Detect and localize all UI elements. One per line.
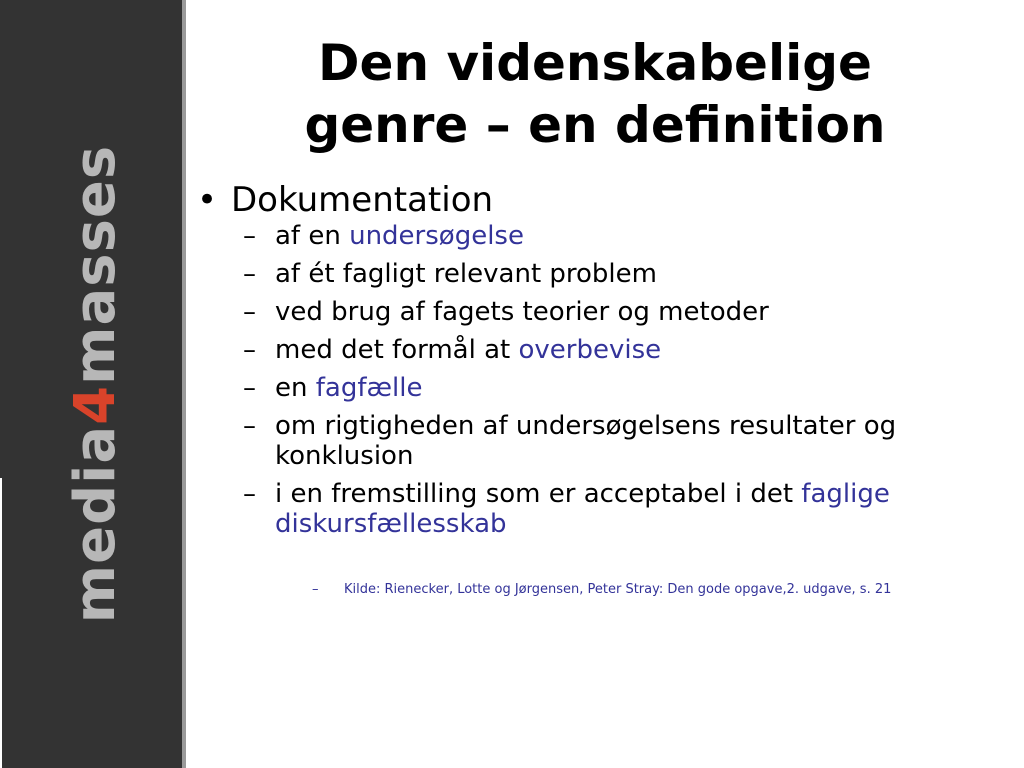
sub-list [195,221,995,539]
sub-item-6 [195,411,995,471]
sub-item-text: af ét fagligt relevant problem [275,259,657,289]
sub-item-highlight: overbevise [518,335,662,365]
sub-item-text: i en fremstilling som er acceptabel i det [275,479,802,509]
sub-item-highlight: faglige diskursfællesskab [275,479,890,539]
sub-item-text: om rigtigheden af undersøgelsens resultater og konklusion [275,411,897,471]
sub-dash: – [243,411,256,441]
sub-item-text: af en [275,221,350,251]
sub-item-4 [195,335,995,365]
sub-item-5 [195,373,995,403]
sub-item-highlight: undersøgelse [349,221,524,251]
logo-text-masses: masses [63,144,128,385]
sub-item-text: ved brug af fagets teorier og metoder [275,297,769,327]
sub-item-1 [195,221,995,251]
title-line-1: Den videnskabelige [318,34,872,92]
title-line-2: genre – en definition [304,96,886,154]
sidebar [0,0,182,768]
bullet-label: Dokumentation [231,180,494,220]
sub-dash: – [243,373,256,403]
sidebar-edge [182,0,186,768]
logo-text-media: media [63,424,128,624]
left-edge-line [0,478,2,768]
sub-dash: – [243,259,256,289]
sub-list-container [195,221,995,539]
sub-item-highlight: fagfælle [315,373,423,403]
sub-item-text: en [275,373,316,403]
source-dash: – [312,582,319,597]
sub-dash: – [243,335,256,365]
source-text: Kilde: Rienecker, Lotte og Jørgensen, Peter Stray: Den gode opgave,2. udgave, s. 21 [344,582,892,597]
sub-dash: – [243,297,256,327]
bullet-dokumentation [195,179,995,221]
media4masses-logo [63,144,128,624]
sub-item-2 [195,259,995,289]
slide-title [190,32,1000,156]
sub-item-3 [195,297,995,327]
sub-item-text: med det formål at [275,335,519,365]
bullet-dot: • [197,180,218,220]
sub-dash: – [243,479,256,509]
bullet-list [195,179,995,539]
sub-dash: – [243,221,256,251]
source-citation [312,582,891,598]
sub-item-7 [195,479,995,539]
logo-text-4: 4 [63,384,128,425]
